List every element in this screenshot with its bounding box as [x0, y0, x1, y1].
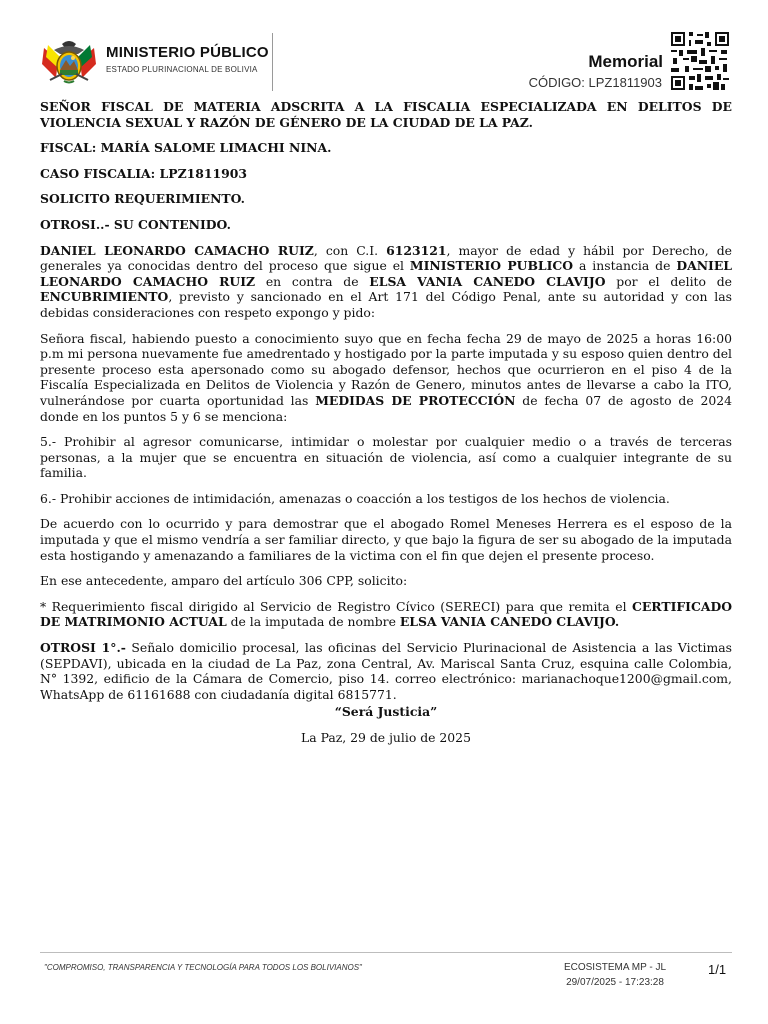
place-date: La Paz, 29 de julio de 2025: [301, 730, 471, 745]
facts-paragraph: Señora fiscal, habiendo puesto a conocimiento suyo que en fecha fecha 29 de mayo de 2025 a horas 16:00 p.m mi persona nuevamente fue amedrentado y hostigado por la parte imputada y su esposo quien dentro del presente proceso esta apersonado como su abogado defensor, hechos que ocurrieron en el piso 4 de la Fiscalía Especializada en Delitos de Violencia y Razón de Genero, minutos antes de llevarse a cabo la ITO, vulnerándose por cuarta oportunidad las MEDIDAS DE PROTECCIÓN de fecha 07 de agosto de 2024 donde en los puntos 5 y 6 se menciona:: [40, 330, 732, 424]
protection-measures: MEDIDAS DE PROTECCIÓN: [315, 392, 516, 408]
petitioner-name: DANIEL LEONARDO CAMACHO RUIZ: [40, 242, 314, 258]
document-code: CÓDIGO: LPZ1811903: [528, 75, 662, 90]
intro-paragraph: DANIEL LEONARDO CAMACHO RUIZ, con C.I. 6123121, mayor de edad y hábil por Derecho, de generales ya conocidas dentro del proceso que sigue el MINISTERIO PUBLICO a instancia de DANIEL LEONARDO CAMACHO RUIZ en contra de ELSA VANIA CANEDO CLAVIJO por el delito de ENCUBRIMIENTO, previsto y sancionado en el Art 171 del Código Penal, ante su autoridad y con las debidas consideraciones con respeto expongo y pido:: [40, 242, 733, 320]
coat-of-arms-icon: [40, 38, 98, 86]
otrosi-1-label: OTROSI 1°.-: [40, 640, 126, 656]
page-number: 1/1: [708, 962, 727, 977]
petitioner-ci: 6123121: [386, 242, 447, 258]
header-divider: [272, 33, 273, 91]
request-summary: SOLICITO REQUERIMIENTO.: [40, 191, 245, 207]
victim-name: DANIEL LEONARDO CAMACHO RUIZ: [40, 258, 732, 289]
document-header: [0, 0, 768, 96]
request-paragraph: * Requerimiento fiscal dirigido al Servicio de Registro Cívico (SERECI) para que remita el CERTIFICADO DE MATRIMONIO ACTUAL de la imputada de nombre ELSA VANIA CANEDO CLAVIJO.: [40, 598, 732, 630]
footer-motto: "COMPROMISO, TRANSPARENCIA Y TECNOLOGÍA PARA TODOS LOS BOLIVIANOS": [44, 963, 362, 972]
qr-code-icon: [668, 32, 732, 90]
accused-name-request: ELSA VANIA CANEDO CLAVIJO.: [399, 614, 620, 630]
org-subtitle: ESTADO PLURINACIONAL DE BOLIVIA: [106, 65, 258, 74]
otrosi-1-paragraph: OTROSI 1°.- Señalo domicilio procesal, las oficinas del Servicio Plurinacional de Asistencia a las Victimas (SEPDAVI), ubicada en la ciudad de La Paz, zona Central, Av. Mariscal Santa Cruz, esquina calle Colombia, N° 1392, edificio de la Cámara de Comercio, piso 14. correo electrónico: marianachoque1200@gmail.com, WhatsApp de 61161688 con ciudadanía digital 6815771.: [40, 640, 732, 702]
org-name: MINISTERIO PÚBLICO: [106, 44, 269, 61]
footer-timestamp: 29/07/2025 - 17:23:28: [566, 977, 664, 988]
case-number: CASO FISCALIA: LPZ1811903: [40, 165, 247, 181]
measure-point-5: 5.- Prohibir al agresor comunicarse, intimidar o molestar por cualquier medio o a través de terceras personas, a la mujer que se encuentra en situación de violencia, así como a cualquier integrante de su familia.: [40, 434, 732, 481]
measure-point-6: 6.- Prohibir acciones de intimidación, amenazas o coacción a los testigos de los hechos de violencia.: [40, 490, 670, 506]
footer-divider: [40, 952, 732, 953]
document-type: Memorial: [588, 52, 663, 71]
certificate-name: CERTIFICADO DE MATRIMONIO ACTUAL: [40, 598, 732, 630]
accused-name: ELSA VANIA CANEDO CLAVIJO: [369, 273, 606, 289]
closing-phrase: “Será Justicia”: [334, 704, 438, 720]
document-body: [40, 99, 732, 756]
otrosi-summary: OTROSI..- SU CONTENIDO.: [40, 216, 231, 232]
addressee: SEÑOR FISCAL DE MATERIA ADSCRITA A LA FISCALIA ESPECIALIZADA EN DELITOS DE VIOLENCIA SEXUAL Y RAZÓN DE GÉNERO DE LA CIUDAD DE LA PAZ.: [40, 99, 732, 130]
fiscal-name: FISCAL: MARÍA SALOME LIMACHI NINA.: [40, 140, 332, 156]
accordance-paragraph: De acuerdo con lo ocurrido y para demostrar que el abogado Romel Meneses Herrera es el esposo de la imputada y que el mismo vendría a ser familiar directo, y que bajo la figura de ser su abogado de la imputada esta hostigando y amenazando a familiares de la victima con el fin que dejen el presente proceso.: [40, 516, 732, 563]
legal-basis: En ese antecedente, amparo del artículo 306 CPP, solicito:: [40, 573, 408, 589]
crime-name: ENCUBRIMIENTO: [40, 289, 169, 305]
footer-system: ECOSISTEMA MP - JL: [563, 962, 667, 973]
institution-name: MINISTERIO PUBLICO: [409, 258, 574, 274]
